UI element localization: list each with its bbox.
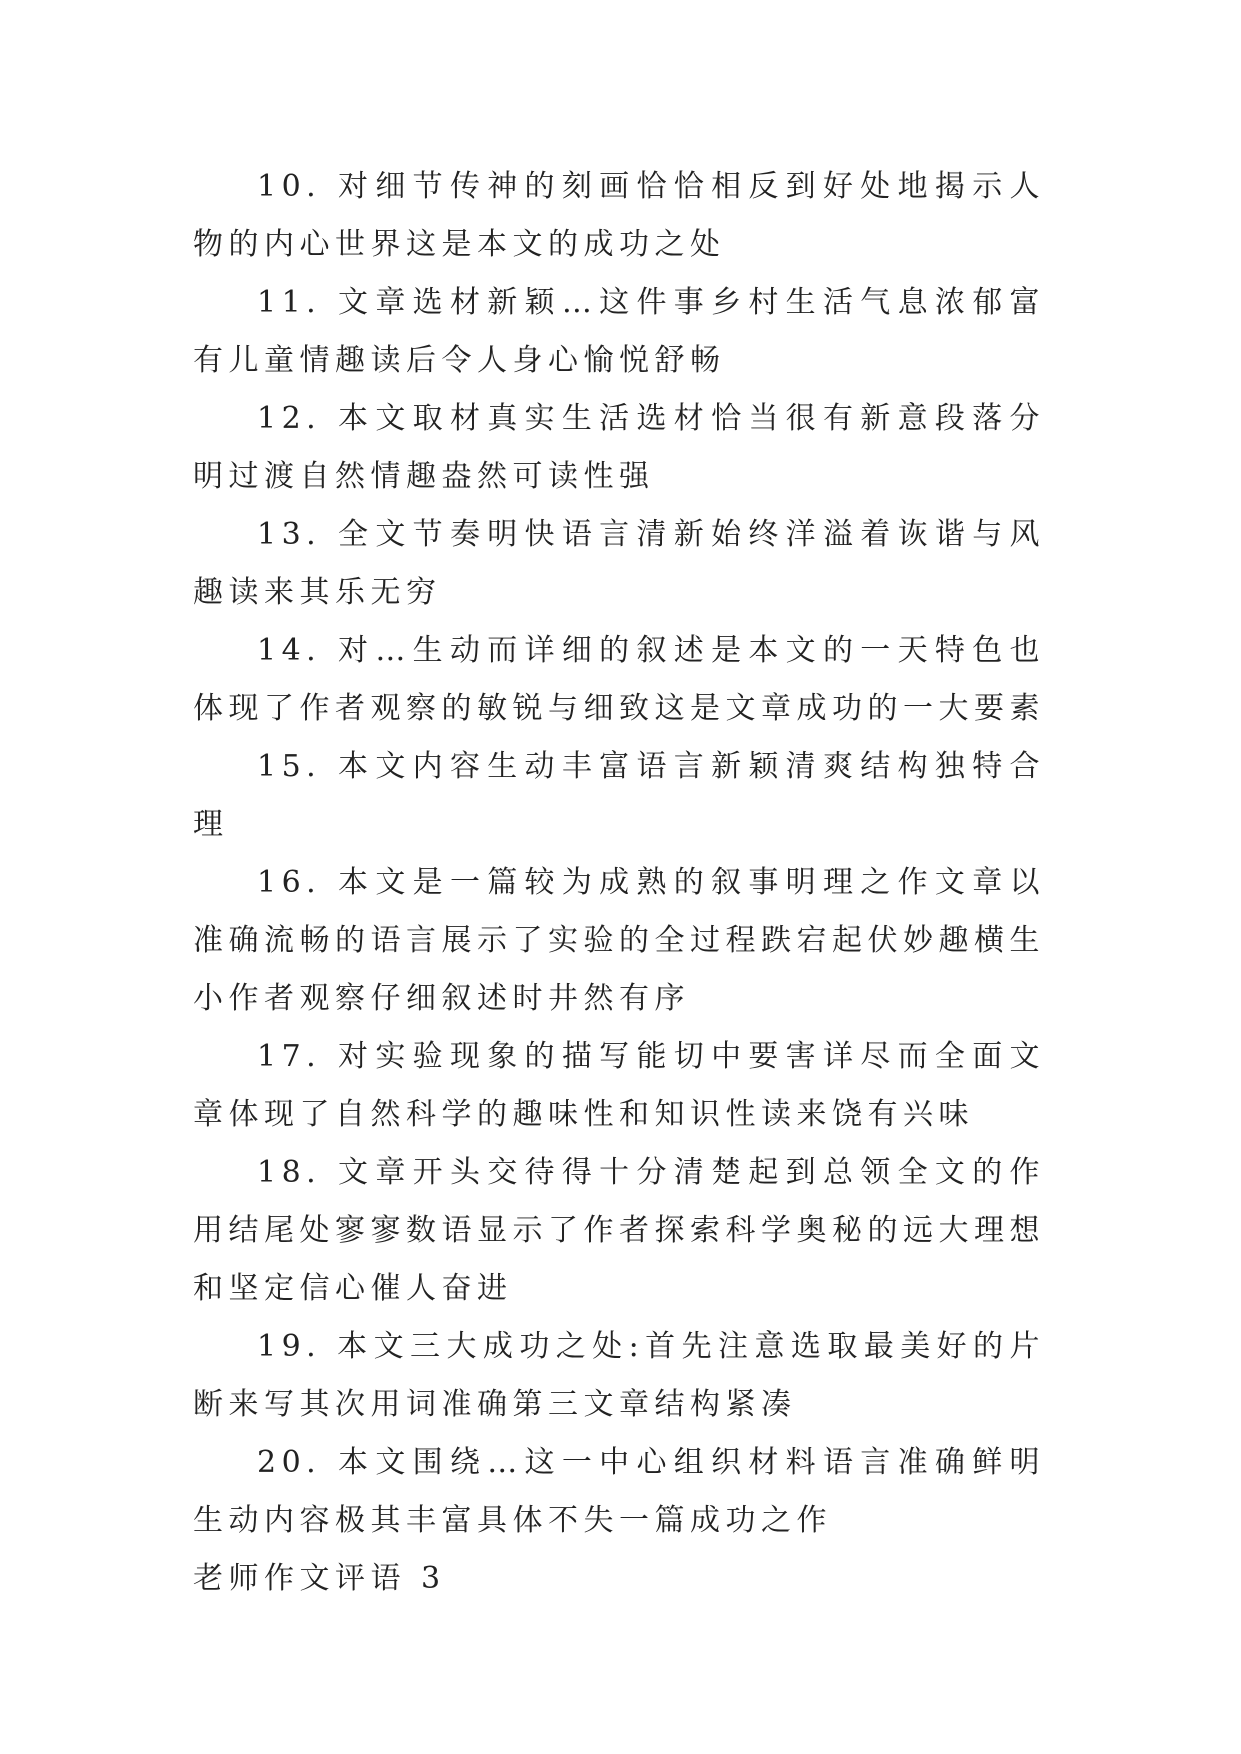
comment-paragraph-20: 20. 本文围绕…这一中心组织材料语言准确鲜明生动内容极其丰富具体不失一篇成功之作 — [193, 1445, 1045, 1538]
comment-paragraph-16: 16. 本文是一篇较为成熟的叙事明理之作文章以准确流畅的语言展示了实验的全过程跌宕起伏妙趣横生小作者观察仔细叙述时井然有序 — [193, 865, 1045, 1016]
comment-paragraph-11: 11. 文章选材新颖…这件事乡村生活气息浓郁富有儿童情趣读后令人身心愉悦舒畅 — [193, 285, 1045, 378]
comment-paragraph-13: 13. 全文节奏明快语言清新始终洋溢着诙谐与风趣读来其乐无穷 — [193, 517, 1045, 610]
comment-paragraph-19: 19. 本文三大成功之处:首先注意选取最美好的片断来写其次用词准确第三文章结构紧凑 — [193, 1329, 1045, 1422]
section-heading: 老师作文评语 3 — [193, 1561, 446, 1596]
document-body — [193, 158, 1045, 1608]
comment-paragraph-15: 15. 本文内容生动丰富语言新颖清爽结构独特合理 — [193, 749, 1045, 842]
comment-paragraph-12: 12. 本文取材真实生活选材恰当很有新意段落分明过渡自然情趣盎然可读性强 — [193, 401, 1045, 494]
comment-paragraph-17: 17. 对实验现象的描写能切中要害详尽而全面文章体现了自然科学的趣味性和知识性读来饶有兴味 — [193, 1039, 1045, 1132]
comment-paragraph-14: 14. 对…生动而详细的叙述是本文的一天特色也体现了作者观察的敏锐与细致这是文章成功的一大要素 — [193, 633, 1045, 726]
comment-paragraph-10: 10. 对细节传神的刻画恰恰相反到好处地揭示人物的内心世界这是本文的成功之处 — [193, 169, 1045, 262]
comment-paragraph-18: 18. 文章开头交待得十分清楚起到总领全文的作用结尾处寥寥数语显示了作者探索科学奥秘的远大理想和坚定信心催人奋进 — [193, 1155, 1045, 1306]
